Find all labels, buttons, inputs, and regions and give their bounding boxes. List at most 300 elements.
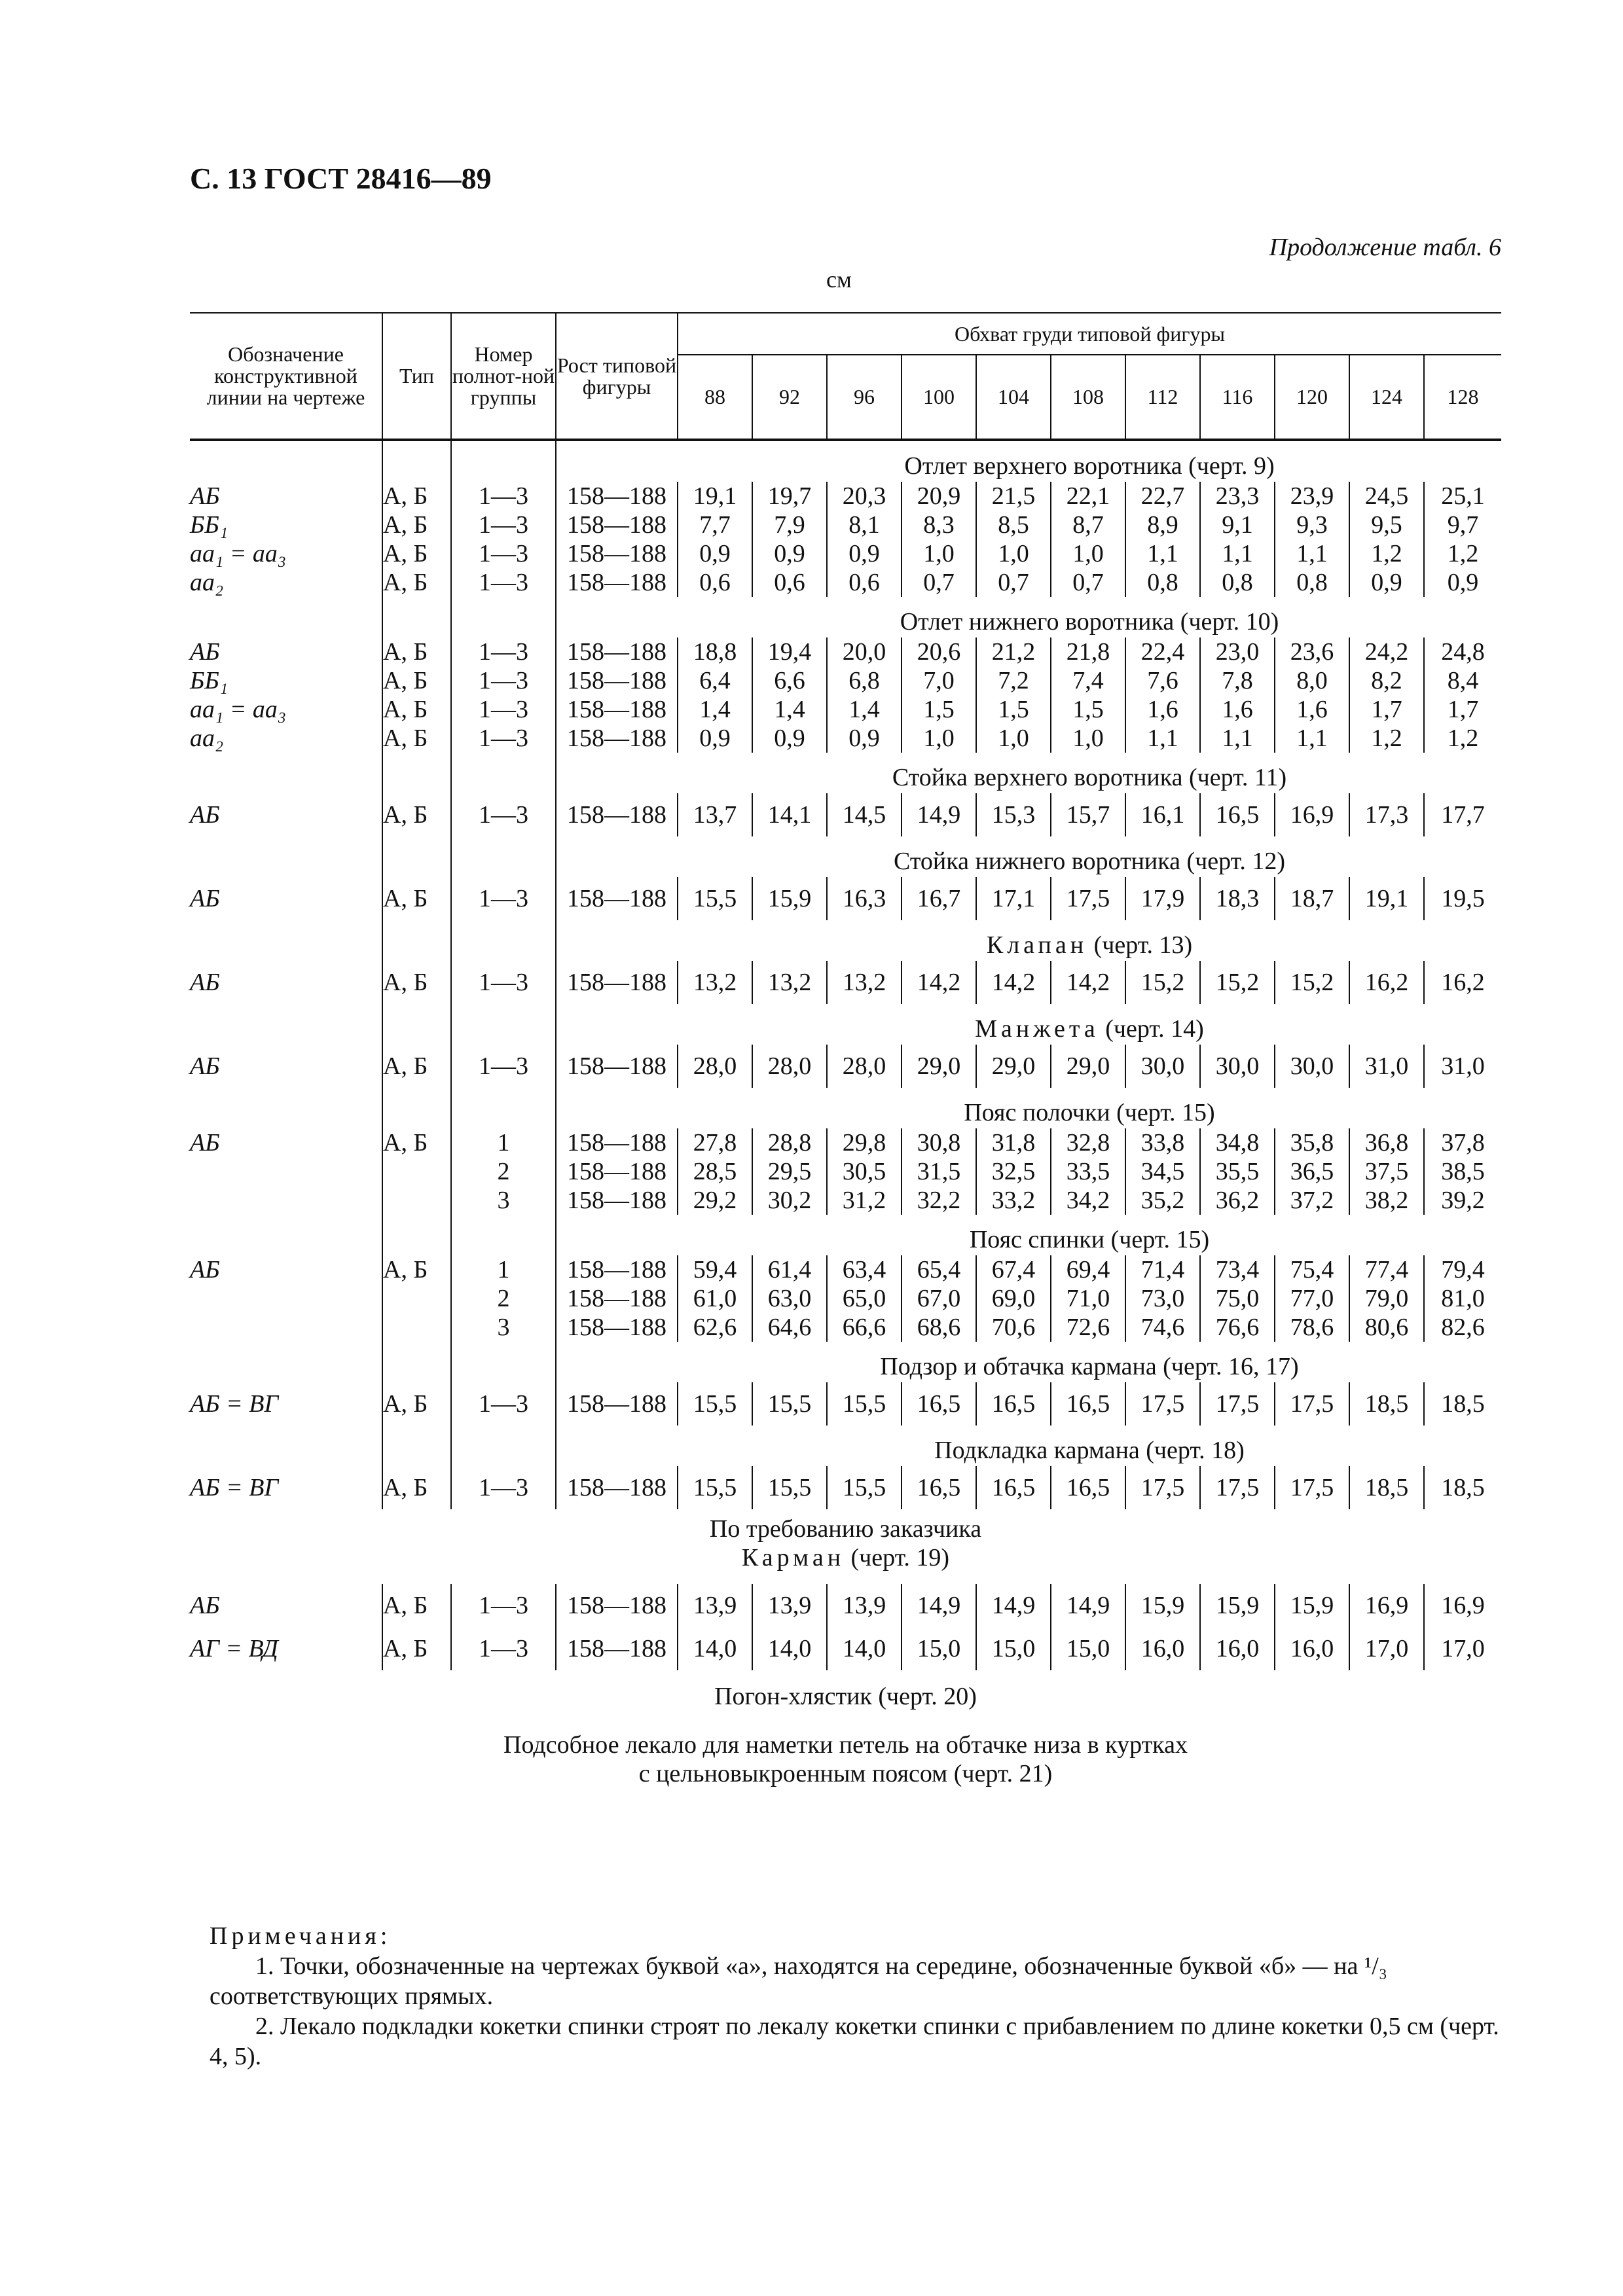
height-cell: 158—188 [556, 1382, 678, 1426]
value-cell: 17,3 [1349, 793, 1424, 836]
value-cell: 1,5 [976, 695, 1051, 724]
blank-cell [190, 1088, 382, 1128]
table-row [190, 1466, 1501, 1509]
value-cell: 0,9 [827, 724, 902, 753]
value-cell: 19,4 [752, 637, 827, 666]
value-cell: 17,7 [1424, 793, 1501, 836]
group-cell: 1 [451, 1255, 556, 1284]
table-row [190, 666, 1501, 695]
blank-cell [190, 1004, 382, 1045]
value-cell: 1,1 [1125, 724, 1200, 753]
value-cell: 14,9 [976, 1584, 1051, 1627]
height-cell: 158—188 [556, 1584, 678, 1627]
value-cell: 0,8 [1125, 568, 1200, 597]
value-cell: 16,9 [1275, 793, 1349, 836]
group-cell: 1—3 [451, 793, 556, 836]
value-cell: 64,6 [752, 1313, 827, 1342]
section-title-row [190, 440, 1501, 482]
value-cell: 21,5 [976, 482, 1051, 511]
value-cell: 1,0 [976, 539, 1051, 568]
value-cell: 0,9 [1424, 568, 1501, 597]
page-header: С. 13 ГОСТ 28416—89 [190, 162, 492, 195]
value-cell: 14,1 [752, 793, 827, 836]
section-title: Стойка верхнего воротника (черт. 11) [892, 764, 1287, 791]
value-cell: 79,4 [1424, 1255, 1501, 1284]
value-cell: 79,0 [1349, 1284, 1424, 1313]
table-row [190, 1255, 1501, 1284]
type-cell [382, 1157, 451, 1186]
blank-cell [382, 1342, 451, 1382]
value-cell: 34,8 [1200, 1128, 1275, 1157]
value-cell: 0,9 [827, 539, 902, 568]
value-cell: 80,6 [1349, 1313, 1424, 1342]
blank-cell [190, 836, 382, 877]
note-1: 1. Точки, обозначенные на чертежах буквой «а», находятся на середине, обозначенные буквой «б» — на ¹/₃ соответствующих прямых. [210, 1952, 1388, 2010]
value-cell: 1,5 [1051, 695, 1125, 724]
table-row [190, 1627, 1501, 1670]
blank-cell [556, 753, 678, 793]
value-cell: 1,2 [1424, 724, 1501, 753]
designation-cell: АБ [190, 1129, 220, 1157]
after-note-1-row [190, 1670, 1501, 1711]
height-cell: 158—188 [556, 637, 678, 666]
value-cell: 31,8 [976, 1128, 1051, 1157]
designation-cell: аа₂ [190, 725, 224, 752]
height-cell: 158—188 [556, 695, 678, 724]
height-cell: 158—188 [556, 1313, 678, 1342]
chest-size-header: 88 [678, 355, 752, 440]
spacer [190, 1572, 1501, 1584]
value-cell: 17,5 [1200, 1382, 1275, 1426]
group-cell: 1—3 [451, 1045, 556, 1088]
value-cell: 65,4 [902, 1255, 976, 1284]
value-cell: 0,7 [976, 568, 1051, 597]
group-cell: 1—3 [451, 695, 556, 724]
value-cell: 71,0 [1051, 1284, 1125, 1313]
section-title: Стойка нижнего воротника (черт. 12) [893, 848, 1286, 875]
table-row [190, 1045, 1501, 1088]
value-cell: 23,9 [1275, 482, 1349, 511]
value-cell: 76,6 [1200, 1313, 1275, 1342]
value-cell: 1,6 [1200, 695, 1275, 724]
header-height: Рост типовой фигуры [556, 313, 678, 440]
type-cell: А, Б [382, 877, 451, 920]
value-cell: 27,8 [678, 1128, 752, 1157]
value-cell: 8,1 [827, 511, 902, 539]
value-cell: 77,4 [1349, 1255, 1424, 1284]
group-cell: 1—3 [451, 961, 556, 1004]
value-cell: 1,6 [1275, 695, 1349, 724]
blank-cell [451, 1004, 556, 1045]
blank-cell [556, 1004, 678, 1045]
table-row [190, 793, 1501, 836]
designation-cell: аа₁ = аа₃ [190, 696, 287, 723]
value-cell: 14,2 [976, 961, 1051, 1004]
value-cell: 24,2 [1349, 637, 1424, 666]
value-cell: 63,4 [827, 1255, 902, 1284]
section-title-row [190, 1426, 1501, 1466]
blank-cell [556, 1426, 678, 1466]
chest-size-header: 92 [752, 355, 827, 440]
after-note-2b-row [190, 1759, 1501, 1788]
pocket-title-rest: (черт. 19) [850, 1544, 950, 1571]
type-cell: А, Б [382, 1128, 451, 1157]
value-cell: 65,0 [827, 1284, 902, 1313]
height-cell: 158—188 [556, 1255, 678, 1284]
value-cell: 28,0 [678, 1045, 752, 1088]
value-cell: 36,2 [1200, 1186, 1275, 1215]
value-cell: 19,1 [1349, 877, 1424, 920]
value-cell: 1,5 [902, 695, 976, 724]
value-cell: 37,5 [1349, 1157, 1424, 1186]
value-cell: 14,2 [902, 961, 976, 1004]
height-cell: 158—188 [556, 511, 678, 539]
value-cell: 16,5 [1200, 793, 1275, 836]
type-cell: А, Б [382, 695, 451, 724]
section-title: Подкладка кармана (черт. 18) [934, 1437, 1245, 1464]
customer-note: По требованию заказчика [709, 1515, 982, 1543]
after-note-2a: Подсобное лекало для наметки петель на обтачке низа в куртках [503, 1731, 1188, 1759]
value-cell: 20,0 [827, 637, 902, 666]
value-cell: 0,7 [902, 568, 976, 597]
type-cell: А, Б [382, 1584, 451, 1627]
type-cell: А, Б [382, 482, 451, 511]
height-cell: 158—188 [556, 1284, 678, 1313]
value-cell: 17,5 [1125, 1382, 1200, 1426]
value-cell: 17,5 [1275, 1466, 1349, 1509]
value-cell: 71,4 [1125, 1255, 1200, 1284]
notes-heading: Примечания: [210, 1922, 392, 1950]
section-title-row [190, 1215, 1501, 1255]
value-cell: 9,1 [1200, 511, 1275, 539]
value-cell: 14,2 [1051, 961, 1125, 1004]
pocket-title-row [190, 1543, 1501, 1572]
value-cell: 16,3 [827, 877, 902, 920]
value-cell: 13,9 [827, 1584, 902, 1627]
value-cell: 0,6 [752, 568, 827, 597]
blank-cell [382, 1088, 451, 1128]
type-cell: А, Б [382, 793, 451, 836]
value-cell: 15,9 [1275, 1584, 1349, 1627]
height-cell: 158—188 [556, 1186, 678, 1215]
value-cell: 13,9 [752, 1584, 827, 1627]
value-cell: 68,6 [902, 1313, 976, 1342]
designation-cell [190, 1313, 382, 1342]
value-cell: 15,2 [1275, 961, 1349, 1004]
type-cell [382, 1186, 451, 1215]
table-row [190, 1313, 1501, 1342]
value-cell: 18,5 [1349, 1466, 1424, 1509]
group-cell: 2 [451, 1157, 556, 1186]
group-cell: 1—3 [451, 511, 556, 539]
value-cell: 0,9 [678, 539, 752, 568]
value-cell: 9,3 [1275, 511, 1349, 539]
value-cell: 8,5 [976, 511, 1051, 539]
value-cell: 35,5 [1200, 1157, 1275, 1186]
chest-size-header: 120 [1275, 355, 1349, 440]
group-cell: 1—3 [451, 1584, 556, 1627]
value-cell: 1,4 [827, 695, 902, 724]
value-cell: 17,0 [1424, 1627, 1501, 1670]
value-cell: 9,7 [1424, 511, 1501, 539]
blank-cell [382, 920, 451, 961]
value-cell: 63,0 [752, 1284, 827, 1313]
value-cell: 1,2 [1349, 539, 1424, 568]
customer-note-row [190, 1509, 1501, 1543]
value-cell: 29,2 [678, 1186, 752, 1215]
section-title [678, 1004, 1501, 1045]
value-cell: 7,7 [678, 511, 752, 539]
blank-cell [190, 1215, 382, 1255]
blank-cell [382, 1215, 451, 1255]
type-cell [382, 1284, 451, 1313]
section-title-spaced: Манжета [975, 1015, 1099, 1043]
value-cell: 29,0 [1051, 1045, 1125, 1088]
blank-cell [382, 753, 451, 793]
blank-cell [556, 597, 678, 637]
blank-cell [451, 920, 556, 961]
value-cell: 30,2 [752, 1186, 827, 1215]
designation-cell: АБ [190, 1052, 220, 1080]
value-cell: 18,5 [1424, 1382, 1501, 1426]
designation-cell: аа₂ [190, 569, 224, 596]
designation-cell: АБ = ВГ [190, 1390, 279, 1418]
designation-cell: ББ₁ [190, 511, 228, 539]
value-cell: 14,5 [827, 793, 902, 836]
value-cell: 1,4 [752, 695, 827, 724]
value-cell: 15,5 [678, 1382, 752, 1426]
height-cell: 158—188 [556, 1157, 678, 1186]
chest-size-header: 104 [976, 355, 1051, 440]
value-cell: 30,0 [1275, 1045, 1349, 1088]
blank-cell [556, 836, 678, 877]
value-cell: 28,8 [752, 1128, 827, 1157]
value-cell: 15,9 [752, 877, 827, 920]
value-cell: 18,7 [1275, 877, 1349, 920]
value-cell: 22,1 [1051, 482, 1125, 511]
table-row [190, 568, 1501, 597]
section-title [678, 920, 1501, 961]
value-cell: 13,9 [678, 1584, 752, 1627]
designation-cell: АБ [190, 482, 220, 510]
value-cell: 37,2 [1275, 1186, 1349, 1215]
blank-cell [556, 1088, 678, 1128]
value-cell: 34,2 [1051, 1186, 1125, 1215]
after-note-1: Погон-хлястик (черт. 20) [714, 1683, 977, 1710]
value-cell: 35,2 [1125, 1186, 1200, 1215]
table-row [190, 961, 1501, 1004]
designation-cell [190, 1284, 382, 1313]
type-cell: А, Б [382, 1045, 451, 1088]
value-cell: 31,0 [1349, 1045, 1424, 1088]
value-cell: 16,2 [1349, 961, 1424, 1004]
group-cell: 1—3 [451, 666, 556, 695]
value-cell: 14,9 [1051, 1584, 1125, 1627]
value-cell: 18,5 [1349, 1382, 1424, 1426]
value-cell: 8,3 [902, 511, 976, 539]
value-cell: 28,5 [678, 1157, 752, 1186]
blank-cell [382, 836, 451, 877]
height-cell: 158—188 [556, 1128, 678, 1157]
value-cell: 21,2 [976, 637, 1051, 666]
group-cell: 1 [451, 1128, 556, 1157]
chest-size-header: 128 [1424, 355, 1501, 440]
value-cell: 23,3 [1200, 482, 1275, 511]
height-cell: 158—188 [556, 666, 678, 695]
chest-size-header: 100 [902, 355, 976, 440]
type-cell: А, Б [382, 637, 451, 666]
value-cell: 1,0 [1051, 539, 1125, 568]
section-title-row [190, 1004, 1501, 1045]
value-cell: 16,5 [1051, 1466, 1125, 1509]
value-cell: 28,0 [752, 1045, 827, 1088]
value-cell: 13,2 [678, 961, 752, 1004]
chest-size-header: 108 [1051, 355, 1125, 440]
group-cell: 3 [451, 1313, 556, 1342]
blank-cell [382, 597, 451, 637]
value-cell: 67,0 [902, 1284, 976, 1313]
designation-cell: АБ [190, 1256, 220, 1283]
value-cell: 17,1 [976, 877, 1051, 920]
table-row [190, 1157, 1501, 1186]
value-cell: 37,8 [1424, 1128, 1501, 1157]
value-cell: 30,5 [827, 1157, 902, 1186]
value-cell: 78,6 [1275, 1313, 1349, 1342]
value-cell: 34,5 [1125, 1157, 1200, 1186]
value-cell: 32,2 [902, 1186, 976, 1215]
value-cell: 7,9 [752, 511, 827, 539]
value-cell: 15,5 [827, 1466, 902, 1509]
value-cell: 21,8 [1051, 637, 1125, 666]
value-cell: 82,6 [1424, 1313, 1501, 1342]
value-cell: 8,4 [1424, 666, 1501, 695]
value-cell: 15,9 [1200, 1584, 1275, 1627]
pocket-title-spaced: Карман [741, 1544, 845, 1571]
height-cell: 158—188 [556, 724, 678, 753]
header-group: Номер полнот-ной группы [451, 313, 556, 440]
value-cell: 6,4 [678, 666, 752, 695]
height-cell: 158—188 [556, 568, 678, 597]
value-cell: 18,5 [1424, 1466, 1501, 1509]
value-cell: 38,5 [1424, 1157, 1501, 1186]
section-title: Пояс спинки (черт. 15) [969, 1226, 1210, 1253]
chest-size-header: 96 [827, 355, 902, 440]
value-cell: 31,2 [827, 1186, 902, 1215]
value-cell: 7,8 [1200, 666, 1275, 695]
designation-cell: АБ [190, 885, 220, 912]
value-cell: 1,2 [1349, 724, 1424, 753]
value-cell: 15,2 [1200, 961, 1275, 1004]
value-cell: 20,9 [902, 482, 976, 511]
blank-cell [382, 1426, 451, 1466]
value-cell: 15,2 [1125, 961, 1200, 1004]
value-cell: 8,0 [1275, 666, 1349, 695]
value-cell: 16,0 [1125, 1627, 1200, 1670]
chest-size-header: 116 [1200, 355, 1275, 440]
type-cell: А, Б [382, 511, 451, 539]
blank-cell [451, 1215, 556, 1255]
value-cell: 36,8 [1349, 1128, 1424, 1157]
table-row [190, 724, 1501, 753]
value-cell: 67,4 [976, 1255, 1051, 1284]
blank-cell [190, 1342, 382, 1382]
designation-cell: АБ [190, 638, 220, 666]
value-cell: 16,2 [1424, 961, 1501, 1004]
value-cell: 1,1 [1275, 724, 1349, 753]
blank-cell [556, 440, 678, 482]
value-cell: 73,0 [1125, 1284, 1200, 1313]
value-cell: 59,4 [678, 1255, 752, 1284]
value-cell: 16,5 [902, 1466, 976, 1509]
value-cell: 1,0 [1051, 724, 1125, 753]
value-cell: 13,2 [827, 961, 902, 1004]
blank-cell [451, 1426, 556, 1466]
value-cell: 17,9 [1125, 877, 1200, 920]
blank-cell [451, 440, 556, 482]
table-continuation: Продолжение табл. 6 [1269, 234, 1501, 261]
table-row [190, 482, 1501, 511]
type-cell: А, Б [382, 568, 451, 597]
value-cell: 16,0 [1200, 1627, 1275, 1670]
value-cell: 13,7 [678, 793, 752, 836]
value-cell: 16,1 [1125, 793, 1200, 836]
section-title-rest: (черт. 14) [1105, 1015, 1204, 1043]
value-cell: 75,4 [1275, 1255, 1349, 1284]
value-cell: 61,4 [752, 1255, 827, 1284]
value-cell: 32,5 [976, 1157, 1051, 1186]
pocket-title [190, 1543, 1501, 1572]
group-cell: 2 [451, 1284, 556, 1313]
value-cell: 22,4 [1125, 637, 1200, 666]
spacer-row [190, 1572, 1501, 1584]
value-cell: 74,6 [1125, 1313, 1200, 1342]
value-cell: 15,0 [976, 1627, 1051, 1670]
value-cell: 1,4 [678, 695, 752, 724]
value-cell: 17,5 [1051, 877, 1125, 920]
unit-label: см [826, 266, 852, 293]
value-cell: 0,9 [678, 724, 752, 753]
table-row [190, 511, 1501, 539]
measurements-table [190, 312, 1501, 1788]
value-cell: 22,7 [1125, 482, 1200, 511]
blank-cell [190, 440, 382, 482]
value-cell: 1,0 [976, 724, 1051, 753]
value-cell: 73,4 [1200, 1255, 1275, 1284]
table-row [190, 1382, 1501, 1426]
group-cell: 1—3 [451, 1627, 556, 1670]
value-cell: 1,1 [1275, 539, 1349, 568]
value-cell: 9,5 [1349, 511, 1424, 539]
designation-cell: АБ = ВГ [190, 1474, 279, 1501]
value-cell: 16,5 [976, 1382, 1051, 1426]
designation-cell: АГ = ВД [190, 1635, 278, 1662]
value-cell: 20,6 [902, 637, 976, 666]
value-cell: 7,6 [1125, 666, 1200, 695]
value-cell: 7,4 [1051, 666, 1125, 695]
value-cell: 8,7 [1051, 511, 1125, 539]
section-title-row [190, 753, 1501, 793]
value-cell: 17,5 [1275, 1382, 1349, 1426]
section-title-spaced: Клапан [986, 931, 1088, 959]
value-cell: 15,7 [1051, 793, 1125, 836]
value-cell: 25,1 [1424, 482, 1501, 511]
value-cell: 14,0 [752, 1627, 827, 1670]
value-cell: 8,2 [1349, 666, 1424, 695]
value-cell: 29,0 [902, 1045, 976, 1088]
value-cell: 69,0 [976, 1284, 1051, 1313]
notes [210, 1921, 1499, 2072]
value-cell: 29,8 [827, 1128, 902, 1157]
